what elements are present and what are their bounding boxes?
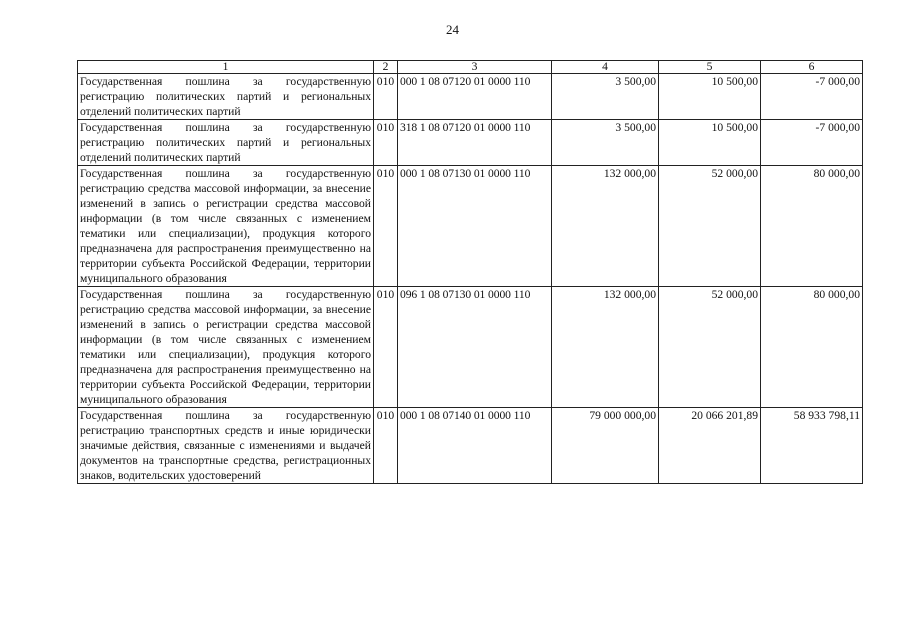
row-col6-cell: -7 000,00	[761, 120, 863, 166]
row-col5-cell: 10 500,00	[659, 120, 761, 166]
table-row	[78, 166, 863, 287]
header-col-3: 3	[398, 61, 552, 74]
row-col5-cell: 10 500,00	[659, 74, 761, 120]
table-header-row	[78, 61, 863, 74]
revenue-table	[77, 60, 863, 484]
row-col4-cell: 79 000 000,00	[552, 408, 659, 484]
header-col-5: 5	[659, 61, 761, 74]
row-col4-cell: 132 000,00	[552, 287, 659, 408]
row-code-cell: 000 1 08 07140 01 0000 110	[398, 408, 552, 484]
row-code-cell: 318 1 08 07120 01 0000 110	[398, 120, 552, 166]
row-col4-cell: 3 500,00	[552, 74, 659, 120]
row-col6-cell: -7 000,00	[761, 74, 863, 120]
row-admin-cell: 010	[374, 74, 398, 120]
row-code-cell: 096 1 08 07130 01 0000 110	[398, 287, 552, 408]
header-col-2: 2	[374, 61, 398, 74]
row-col6-cell: 80 000,00	[761, 287, 863, 408]
table-row	[78, 408, 863, 484]
row-name-cell: Государственная пошлина за государственную регистрацию средства массовой информации, за внесение изменений в запись о регистрации средства массовой информации (в том числе связанных с изменением тематики или специализации), продукция которого предназначена для распространения преимущественно на территории субъекта Российской Федерации, территории муниципального образования	[78, 166, 374, 287]
row-col6-cell: 58 933 798,11	[761, 408, 863, 484]
header-col-4: 4	[552, 61, 659, 74]
row-col5-cell: 52 000,00	[659, 166, 761, 287]
header-col-6: 6	[761, 61, 863, 74]
row-col5-cell: 20 066 201,89	[659, 408, 761, 484]
row-col4-cell: 3 500,00	[552, 120, 659, 166]
row-admin-cell: 010	[374, 408, 398, 484]
row-name-cell: Государственная пошлина за государственную регистрацию политических партий и региональных отделений политических партий	[78, 74, 374, 120]
row-admin-cell: 010	[374, 166, 398, 287]
row-col5-cell: 52 000,00	[659, 287, 761, 408]
row-admin-cell: 010	[374, 120, 398, 166]
page-number: 24	[446, 22, 459, 37]
header-col-1: 1	[78, 61, 374, 74]
row-name-cell: Государственная пошлина за государственную регистрацию политических партий и региональных отделений политических партий	[78, 120, 374, 166]
row-name-cell: Государственная пошлина за государственную регистрацию транспортных средств и иные юридически значимые действия, связанные с изменениями и выдачей документов на транспортные средства, регистрационных знаков, водительских удостоверений	[78, 408, 374, 484]
table-row	[78, 120, 863, 166]
row-name-cell: Государственная пошлина за государственную регистрацию средства массовой информации, за внесение изменений в запись о регистрации средства массовой информации (в том числе связанных с изменением тематики или специализации), продукция которого предназначена для распространения преимущественно на территории субъекта Российской Федерации, территории муниципального образования	[78, 287, 374, 408]
row-code-cell: 000 1 08 07120 01 0000 110	[398, 74, 552, 120]
row-code-cell: 000 1 08 07130 01 0000 110	[398, 166, 552, 287]
table-row	[78, 287, 863, 408]
row-col4-cell: 132 000,00	[552, 166, 659, 287]
row-col6-cell: 80 000,00	[761, 166, 863, 287]
table-row	[78, 74, 863, 120]
row-admin-cell: 010	[374, 287, 398, 408]
